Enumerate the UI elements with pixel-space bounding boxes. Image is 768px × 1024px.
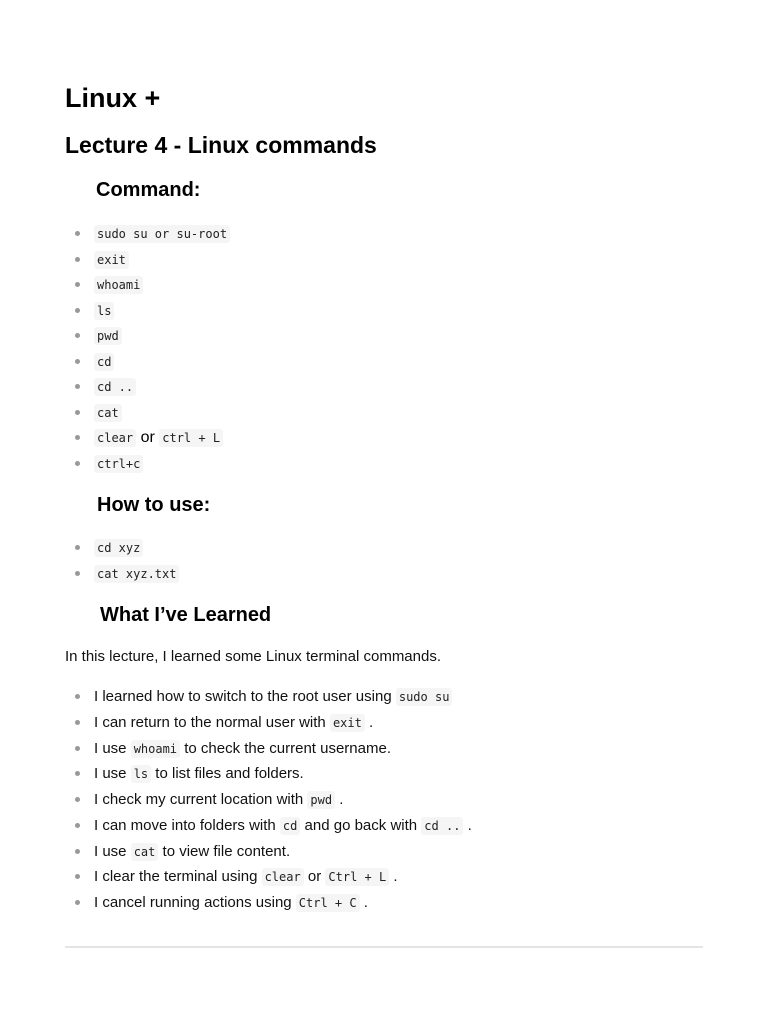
list-text: . [389, 868, 398, 886]
inline-code: cat xyz.txt [94, 565, 179, 583]
list-item [74, 561, 179, 587]
list-text: . [463, 816, 472, 834]
list-text: . [359, 894, 368, 911]
inline-code: ls [94, 302, 114, 320]
learned-intro: In this lecture, I learned some Linux terminal commands. [65, 648, 442, 665]
list-item [74, 247, 230, 273]
list-text: I cancel running actions using [94, 894, 296, 911]
list-text: to check the current username. [180, 739, 391, 757]
inline-code: clear [94, 429, 136, 447]
list-text: I check my current location with [94, 791, 308, 808]
learned-heading: What I’ve Learned [100, 604, 272, 626]
inline-code: ctrl+c [94, 455, 143, 473]
inline-code: clear [262, 868, 304, 886]
list-text: or [136, 429, 160, 446]
list-item [74, 839, 472, 865]
list-text: . [364, 713, 374, 731]
inline-code: whoami [131, 740, 180, 758]
list-text: and go back with [300, 816, 422, 834]
list-text: I learned how to switch to the root user using [94, 688, 396, 705]
list-item [74, 298, 230, 324]
list-item [74, 736, 472, 762]
inline-code: cd xyz [94, 539, 143, 557]
inline-code: cd [94, 353, 114, 371]
learned-list [74, 684, 472, 916]
lecture-heading: Lecture 4 - Linux commands [65, 132, 377, 158]
list-item [74, 813, 472, 839]
list-item [74, 761, 472, 787]
list-text: I can move into folders with [94, 816, 280, 834]
list-item [74, 374, 230, 400]
inline-code: cat [94, 404, 122, 422]
list-item [74, 451, 230, 477]
list-item [74, 349, 230, 375]
list-text: I use [94, 739, 131, 757]
list-text: I use [94, 842, 131, 860]
list-text: or [303, 868, 326, 886]
inline-code: ctrl + L [159, 429, 223, 447]
inline-code: sudo su [396, 688, 453, 706]
inline-code: pwd [94, 327, 122, 345]
list-text: I can return to the normal user with [94, 713, 330, 731]
list-item [74, 425, 230, 451]
list-item [74, 535, 179, 561]
list-text: to view file content. [158, 842, 291, 860]
list-item [74, 864, 472, 890]
command-heading: Command: [96, 179, 201, 201]
list-text: . [335, 791, 344, 808]
inline-code: cd .. [421, 817, 463, 835]
command-list [74, 221, 230, 476]
inline-code: Ctrl + C [296, 894, 360, 912]
usage-heading: How to use: [97, 494, 211, 516]
inline-code: cat [131, 843, 159, 861]
inline-code: Ctrl + L [325, 868, 389, 886]
list-item [74, 400, 230, 426]
inline-code: sudo su or su-root [94, 225, 230, 243]
inline-code: exit [94, 251, 129, 269]
inline-code: pwd [307, 791, 335, 809]
list-item [74, 323, 230, 349]
list-text: to list files and folders. [151, 765, 304, 783]
list-item [74, 710, 472, 736]
list-item [74, 787, 472, 813]
list-item [74, 684, 472, 710]
inline-code: exit [330, 714, 365, 732]
horizontal-divider [65, 946, 703, 948]
usage-list [74, 535, 179, 586]
list-item [74, 890, 472, 916]
list-text: I clear the terminal using [94, 868, 262, 886]
document-title: Linux + [65, 83, 161, 113]
inline-code: cd [280, 817, 300, 835]
inline-code: cd .. [94, 378, 136, 396]
list-item [74, 272, 230, 298]
list-text: I use [94, 765, 131, 783]
list-item [74, 221, 230, 247]
inline-code: whoami [94, 276, 143, 294]
inline-code: ls [131, 765, 151, 783]
